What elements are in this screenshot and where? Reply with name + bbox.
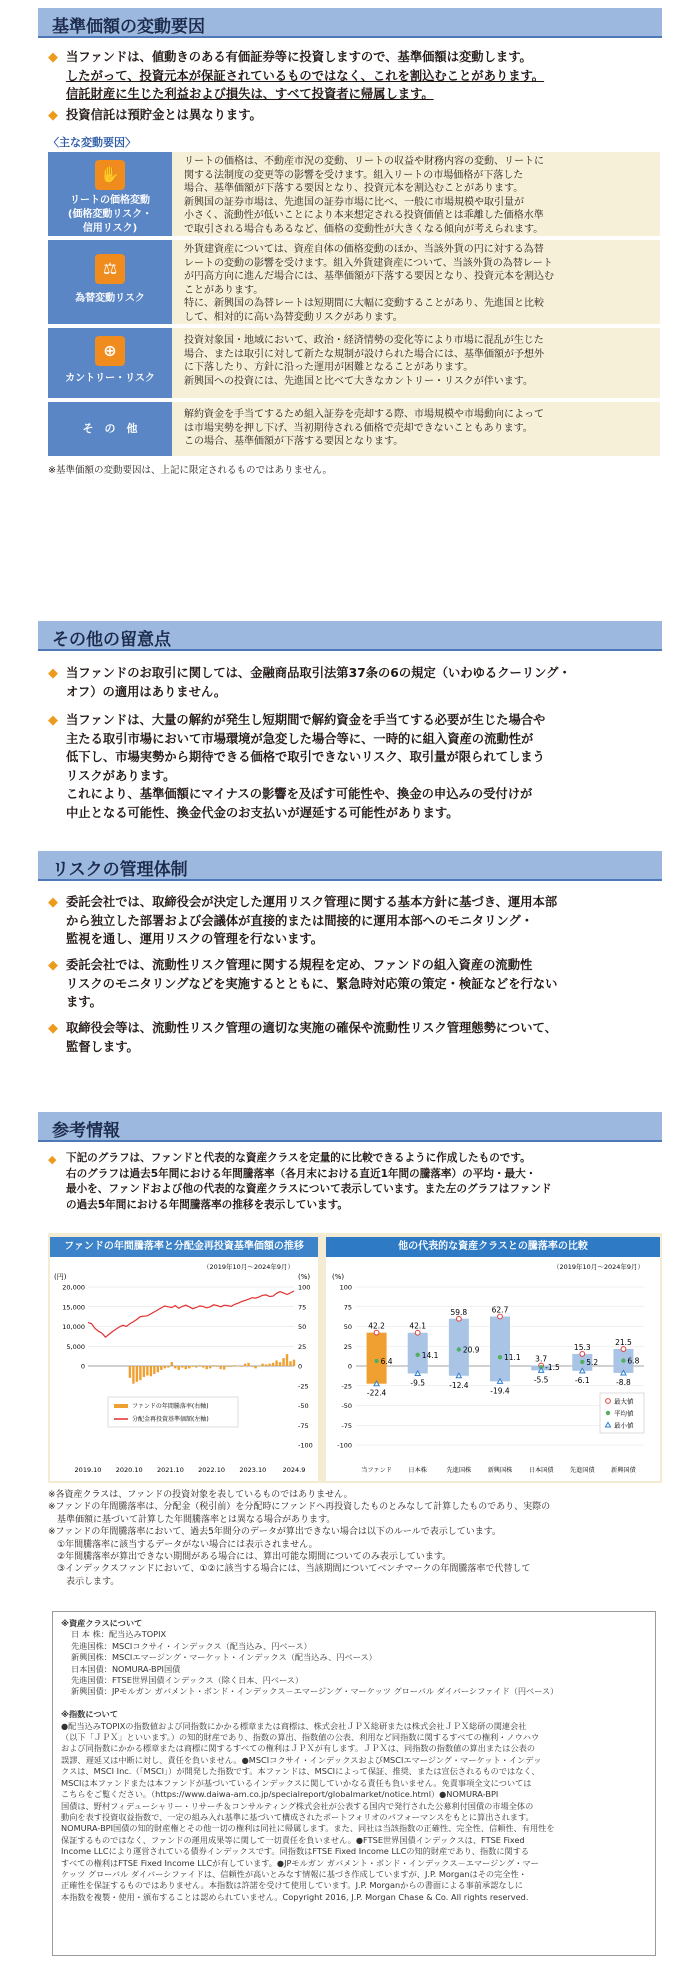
globe-icon: ⊕: [95, 336, 125, 366]
return-bar: [247, 1363, 249, 1366]
right-tick-label: 0: [298, 1362, 303, 1371]
y-tick-label: -50: [341, 1402, 352, 1410]
factor-row-fx: ⚖ 為替変動リスク 外貨建資産については、資産自体の価格変動のほか、当該外貨の円に対する為替 レートの変動の影響を受けます。組入外貨建資産について、当該外貨の為替レート が円高方向に進んだ場合には、基準価額が下落する要因となり、投資元本を割込む ことがあります。 特に、新興国の為替レートは短期間に大幅に変動することがあり、先進国と比較 して、相対的に高い為替変動リスクがあります。: [48, 240, 660, 324]
return-bar: [275, 1360, 277, 1366]
legend-label: 平均値: [614, 1409, 634, 1418]
max-label: 42.2: [368, 1321, 385, 1331]
return-bar: [164, 1366, 166, 1368]
y-tick-label: -100: [337, 1441, 352, 1450]
return-bar: [268, 1364, 270, 1366]
left-chart: [50, 1257, 318, 1481]
min-label: -9.5: [410, 1378, 426, 1388]
return-bar: [167, 1366, 169, 1368]
avg-marker: [374, 1359, 378, 1363]
min-label: -8.8: [616, 1377, 631, 1387]
category-label: 新興国株: [487, 1467, 513, 1474]
avg-label: 11.1: [504, 1353, 521, 1363]
bullet-risk-2: ◆ 委託会社では、流動性リスク管理に関する規程を定め、ファンドの組入資産の流動性 リスクのモニタリングなどを実施するとともに、緊急時対応策の策定・検証などを行ない ます。: [48, 958, 558, 1009]
return-bar: [192, 1366, 194, 1367]
right-tick-label: 100: [298, 1283, 311, 1292]
return-bar: [150, 1366, 152, 1376]
avg-marker: [498, 1355, 502, 1359]
max-label: 42.1: [409, 1321, 427, 1331]
return-bar: [195, 1366, 197, 1368]
max-marker: [456, 1316, 461, 1321]
avg-label: 6.4: [380, 1356, 393, 1366]
right-chart-period: （2019年10月～2024年9月）: [553, 1263, 644, 1271]
left-chart-title: ファンドの年間騰落率と分配金再投資基準価額の推移: [50, 1237, 318, 1257]
y-tick-label: 50: [343, 1323, 352, 1331]
disclaimer-line: 誤謬、遅延又は中断に対し、責任を負いません。●MSCIコクサイ・インデックスおよびMSCIエマージング・マーケット・インデッ: [61, 1754, 542, 1765]
index-disclaimer-box: [52, 1611, 656, 1956]
bullet-cooling-off: ◆ 当ファンドのお取引に関しては、金融商品取引法第37条の6の規定（いわゆるクーリング・ オフ）の適用はありません。: [48, 666, 571, 699]
disclaimer-line: 日本国債：NOMURA-BPI国債: [71, 1663, 181, 1674]
section-header-other-notes: その他の留意点: [38, 621, 662, 651]
return-bar: [185, 1366, 187, 1369]
factor-text: 投資対象国・地域において、政治・経済情勢の変化等により市場に混乱が生じた 場合、または取引に対して新たな規制が設けられた場合には、基準価額が予想外 に下落したり、方針に沿った運用が困難となることがあります。 新興国への投資には、先進国と比べて大きなカントリー・リスクが伴います。: [184, 335, 544, 387]
x-tick-label: 2019.10: [74, 1466, 102, 1474]
disclaimer-line: 日 本 株：配当込みTOPIX: [71, 1629, 167, 1640]
scale-icon: ⚖: [95, 254, 125, 284]
x-tick-label: 2023.10: [239, 1466, 267, 1474]
return-bar: [146, 1366, 148, 1375]
max-marker: [415, 1330, 420, 1335]
disclaimer-line: 先進国債：FTSE世界国債インデックス（除く日本、円ベース）: [71, 1675, 304, 1686]
bullet-risk-1: ◆ 委託会社では、取締役会が決定した運用リスク管理に関する基本方針に基づき、運用本部 から独立した部署および会議体が直接的または間接的に運用本部へのモニタリング・ 監視を通し、運用リスクの管理を行ないます。: [48, 895, 558, 946]
section-header-reference: 参考情報: [38, 1112, 662, 1142]
avg-label: 6.8: [627, 1356, 640, 1366]
axis-unit: (%): [332, 1273, 345, 1281]
left-tick-label: 0: [80, 1362, 85, 1371]
avg-marker: [580, 1360, 584, 1364]
return-bar: [136, 1366, 138, 1382]
y-tick-label: 0: [347, 1362, 352, 1371]
disclaimer-line: 先進国株：MSCIコクサイ・インデックス（配当込み、円ベース）: [71, 1640, 312, 1651]
return-bar: [139, 1366, 141, 1380]
min-label: -6.1: [574, 1375, 590, 1385]
avg-label: 14.1: [421, 1350, 439, 1360]
legend-label: 最小値: [614, 1421, 634, 1430]
category-label: 先進国債: [569, 1467, 595, 1474]
return-bar: [178, 1366, 180, 1370]
avg-label: -1.5: [545, 1363, 560, 1373]
disclaimer-line: 本指数を複製・使用・頒布することは認められていません。Copyright 2016, J.P. Morgan Chase & Co. All rights reserved.: [61, 1891, 529, 1902]
left-tick-label: 20,000: [62, 1283, 85, 1292]
max-marker: [374, 1330, 379, 1335]
chart-notes: ※各資産クラスは、ファンドの投資対象を表しているものではありません。 ※ファンドの年間騰落率は、分配金（税引前）を分配時にファンドへ再投資したものとみなして計算したものであり、実際の 基準価額に基づいて計算した年間騰落率とは異なる場合があります。 ※ファンドの年間騰落率において、過去5年間分のデータが算出できない場合は以下のルールで表示しています。 ①年間騰落率に該当するデータがない場合には表示されません。 ②年間騰落率が算出できない期間がある場合には、算出可能な期間についてのみ表示しています。 ③インデックスファンドにおいて、①②に該当する場合には、当該期間についてベンチマークの年間騰落率で代替して 表示します。: [48, 1490, 551, 1587]
factor-row-other: そ の 他 解約資金を手当てするため組入証券を売却する際、市場規模や市場動向によって は市場実勢を押し下げ、当初期待される価格で売却できないこともあります。 この場合、基準価額が下落する要因となります。: [48, 402, 660, 456]
disclaimer-line: ※指数について: [61, 1709, 118, 1720]
max-label: 15.3: [573, 1342, 591, 1352]
x-tick-label: 2024.9: [282, 1466, 306, 1474]
factor-text: 外貨建資産については、資産自体の価格変動のほか、当該外貨の円に対する為替 レートの変動の影響を受けます。組入外貨建資産について、当該外貨の為替レート が円高方向に進んだ場合には、基準価額が下落する要因となり、投資元本を割込む ことがあります。 特に、新興国の為替レートは短期間に大幅に変動することがあり、先進国と比較 して、相対的に高い為替変動リスクがあります。: [184, 244, 554, 323]
disclaimer-line: 動向を表す投資収益指数で、一定の組み入れ基準に基づいて構成されたポートフォリオのパフォーマンスをもとに算出されます。: [61, 1811, 534, 1822]
legend-label: 分配金再投資基準価額(左軸): [132, 1416, 209, 1423]
disclaimer-line: こちらをご覧ください。（https://www.daiwa-am.co.jp/specialreport/globalmarket/notice.html）●NOMURA-BPI: [61, 1789, 499, 1800]
bullet-liquidity: ◆ 当ファンドは、大量の解約が発生し短期間で解約資金を手当てする必要が生じた場合や 主たる取引市場において市場環境が急変した場合等に、一時的に組入資産の流動性が 低下し、市場実勢から期待できる価格で取引できないリスク、取引量が限られてしまう リスクがあります。 これにより、基準価額にマイナスの影響を及ぼす可能性や、換金の申込みの受付けが 中止となる可能性、換金代金のお支払いが遅延する可能性があります。: [48, 713, 546, 820]
disclaimer-line: Income LLCにより運営されている債券インデックスです。同指数はFTSE Fixed Income LLCの知的財産であり、指数に関する: [61, 1846, 530, 1857]
subheading-main-factors: 〈主な変動要因〉: [48, 136, 136, 149]
x-tick-label: 2021.10: [156, 1466, 184, 1474]
legend-avg-icon: [606, 1411, 610, 1415]
return-bar: [286, 1354, 288, 1366]
y-tick-label: 100: [339, 1283, 352, 1292]
return-bar: [223, 1366, 225, 1370]
disclaimer-line: すべての権利はFTSE Fixed Income LLCが有しています。●JPモルガン ガバメント・ボンド・インデックス－エマージング・マー: [61, 1857, 539, 1868]
left-tick-label: 5,000: [66, 1342, 85, 1351]
left-axis-unit: (円): [54, 1273, 67, 1281]
right-chart: [326, 1257, 660, 1481]
min-label: -22.4: [366, 1388, 387, 1398]
category-label: 当ファンド: [361, 1467, 392, 1474]
return-bar: [261, 1364, 263, 1366]
max-label: 3.7: [535, 1354, 548, 1364]
return-bar: [199, 1365, 201, 1366]
return-bar: [233, 1365, 235, 1366]
return-bar: [174, 1366, 176, 1368]
disclaimer-line: NOMURA-BPI国債の知的財産権とその他一切の権利は同社に帰属します。また、同社は当該指数の正確性、完全性、信頼性、有用性を: [61, 1823, 555, 1834]
avg-marker: [457, 1347, 461, 1351]
avg-marker: [416, 1353, 420, 1357]
right-tick-label: -50: [298, 1402, 309, 1410]
hand-icon: ✋: [95, 160, 125, 190]
disclaimer-line: [61, 1698, 647, 1709]
disclaimer-line: （以下「ＪＰＸ」といいます。）の知的財産であり、指数の算出、指数値の公表、利用など同指数に関するすべての権利・ノウハウ: [61, 1732, 540, 1743]
right-tick-label: -25: [298, 1382, 309, 1391]
avg-label: 20.9: [462, 1345, 480, 1355]
factor-text: リートの価格は、不動産市況の変動、リートの収益や財務内容の変動、リートに 関する法制度の変更等の影響を受けます。組入リートの市場価格が下落した 場合、基準価額が下落する要因となり、投資元本を割込むことがあります。 新興国の証券市場は、先進国の証券市場に比べ、一般に市場規模や取引量が 小さく、流動性が低いことにより本来想定される投資価値とは乖離した価格水準 で取引される場合もあるなど、価格の変動性が大きくなる傾向が考えられます。: [184, 156, 544, 235]
section-header-risk-management: リスクの管理体制: [38, 851, 662, 881]
right-tick-label: -75: [298, 1421, 309, 1430]
bullet-risk-3: ◆ 取締役会等は、流動性リスク管理の適切な実施の確保や流動性リスク管理態勢について、 監督します。: [48, 1021, 557, 1054]
y-tick-label: 25: [343, 1342, 352, 1351]
return-bar: [216, 1366, 218, 1367]
category-label: 先進国株: [446, 1467, 472, 1474]
nav-line: [88, 1291, 294, 1337]
disclaimer-line: 国債は、野村フィデューシャリー・リサーチ＆コンサルティング株式会社が公表する国内で発行された公募利付国債の市場全体の: [61, 1800, 534, 1811]
return-bar: [160, 1366, 162, 1370]
disclaimer-line: 正確性を保証するものではありません。本指数は許諾を受けて使用しています。J.P. Morganからの書面による事前承認なしに: [61, 1880, 523, 1891]
return-bar: [209, 1366, 211, 1368]
max-marker: [621, 1347, 626, 1352]
return-bar: [293, 1360, 295, 1366]
return-bar: [206, 1366, 208, 1369]
avg-label: 5.2: [586, 1357, 599, 1367]
y-tick-label: -25: [341, 1382, 352, 1391]
category-label: 日本株: [408, 1467, 427, 1474]
max-marker: [580, 1352, 585, 1357]
return-bar: [265, 1364, 267, 1366]
left-chart-panel: [50, 1237, 318, 1481]
category-label: 日本国債: [528, 1467, 554, 1474]
return-bar: [289, 1361, 291, 1366]
disclaimer-line: 新興国債：JPモルガン ガバメント・ボンド・インデックス－エマージング・マーケッツ グローバル ダイバーシファイド（円ベース）: [71, 1686, 559, 1697]
right-tick-label: 75: [298, 1303, 307, 1312]
return-bar: [188, 1366, 190, 1368]
return-bar: [279, 1362, 281, 1366]
return-bar: [219, 1366, 221, 1369]
right-chart-title: 他の代表的な資産クラスとの騰落率の比較: [326, 1237, 660, 1257]
max-label: 21.5: [615, 1338, 632, 1348]
return-bar: [157, 1366, 159, 1372]
disclaimer-line: および同指数にかかる標章または商標に関するすべての権利はＪＰＸが有します。ＪＰＸは、同指数の指数値の算出または公表の: [61, 1743, 536, 1754]
legend-label: 最大値: [614, 1397, 634, 1406]
range-bar: [490, 1316, 510, 1381]
return-bar: [153, 1366, 155, 1374]
category-label: 新興国債: [611, 1467, 636, 1474]
min-label: -19.4: [490, 1386, 510, 1396]
y-tick-label: 75: [343, 1303, 352, 1312]
return-bar: [171, 1362, 173, 1366]
return-bar: [143, 1366, 145, 1377]
legend-swatch-return: [114, 1404, 128, 1408]
return-bar: [230, 1366, 232, 1367]
return-bar: [212, 1365, 214, 1366]
return-bar: [251, 1366, 253, 1367]
return-bar: [202, 1366, 204, 1368]
return-bar: [237, 1366, 239, 1367]
return-bar: [181, 1366, 183, 1368]
return-bar: [132, 1366, 134, 1384]
section-header-volatility: 基準価額の変動要因: [38, 8, 662, 38]
disclaimer-line: クスは、MSCI Inc.（「MSCI」）が開発した指数です。本ファンドは、MSCIによって保証、推奨、または宣伝されるものではなく、: [61, 1766, 540, 1777]
disclaimer-line: ●配当込みTOPIXの指数値および同指数にかかる標章または商標は、株式会社ＪＰＸ総研または株式会社ＪＰＸ総研の関連会社: [61, 1720, 527, 1731]
right-tick-label: 25: [298, 1342, 307, 1351]
factor-row-reit: ✋ リートの価格変動 (価格変動リスク・ 信用リスク) リートの価格は、不動産市況の変動、リートの収益や財務内容の変動、リートに 関する法制度の変更等の影響を受けます。組入リートの市場価格が下落した 場合、基準価額が下落する要因となり、投資元本を割込むことがあります。 新興国の証券市場は、先進国の証券市場に比べ、一般に市場規模や取引量が 小さく、流動性が低いことにより本来想定される投資価値とは乖離した価格水準 で取引される場合もあるなど、価格の変動性が大きくなる傾向が考えられます。: [48, 152, 660, 236]
return-bar: [244, 1364, 246, 1366]
right-chart-panel: [326, 1237, 660, 1481]
left-chart-period: （2019年10月～2024年9月）: [203, 1263, 294, 1271]
return-bar: [258, 1366, 260, 1367]
x-tick-label: 2022.10: [198, 1466, 226, 1474]
y-tick-label: -75: [341, 1421, 352, 1430]
bullet-volatility-1: ◆ 当ファンドは、値動きのある有価証券等に投資しますので、基準価額は変動します。 したがって、投資元本が保証されているものではなく、これを割込むことがあります。 信託財産に生じた利益および損失は、すべて投資者に帰属します。: [48, 50, 545, 101]
left-tick-label: 10,000: [62, 1323, 85, 1331]
disclaimer-line: 新興国株：MSCIエマージング・マーケット・インデックス（配当込み、円ベース）: [71, 1652, 377, 1663]
max-marker: [498, 1314, 503, 1319]
reference-intro: ◆ 下記のグラフは、ファンドと代表的な資産クラスを定量的に比較できるように作成したものです。 右のグラフは過去5年間における年間騰落率（各月末における直近1年間の騰落率）の平均・最大・ 最小を、ファンドおよび他の代表的な資産クラスについて表示しています。また左のグラフはファンド の過去5年間における年間騰落率の推移を表示しています。: [48, 1152, 552, 1211]
disclaimer-line: ケッツ グローバル ダイバーシファイドは、信頼性が高いとみなす情報に基づき作成していますが、J.P. Morganはその完全性・: [61, 1868, 527, 1879]
min-label: -5.5: [533, 1375, 549, 1385]
disclaimer-line: 保証するものではなく、ファンドの運用成果等に関して一切責任を負いません。●FTSE世界国債インデックスは、FTSE Fixed: [61, 1834, 525, 1845]
factor-row-country: ⊕ カントリー・リスク 投資対象国・地域において、政治・経済情勢の変化等により市場に混乱が生じた 場合、または取引に対して新たな規制が設けられた場合には、基準価額が予想外 に下落したり、方針に沿った運用が困難となることがあります。 新興国への投資には、先進国と比べて大きなカントリー・リスクが伴います。: [48, 328, 660, 398]
return-bar: [282, 1358, 284, 1366]
avg-marker: [621, 1358, 625, 1362]
return-bar: [129, 1366, 131, 1378]
legend-label: ファンドの年間騰落率(右軸): [132, 1403, 209, 1410]
factor-text: 解約資金を手当てするため組入証券を売却する際、市場規模や市場動向によって は市場実勢を押し下げ、当初期待される価格で売却できないこともあります。 この場合、基準価額が下落する要因となります。: [184, 409, 544, 448]
right-tick-label: 50: [298, 1323, 307, 1331]
return-bar: [226, 1366, 228, 1367]
max-label: 62.7: [491, 1305, 509, 1315]
right-tick-label: -100: [298, 1441, 313, 1450]
min-label: -12.4: [449, 1380, 469, 1390]
x-tick-label: 2020.10: [115, 1466, 143, 1474]
return-bar: [254, 1366, 256, 1368]
bullet-volatility-2: ◆ 投資信託は預貯金とは異なります。: [48, 108, 262, 123]
disclaimer-line: MSCIは本ファンドまたは本ファンドが基づいているインデックスに関していかなる責任も負いません。免責事項全文については: [61, 1777, 532, 1788]
right-axis-unit: (%): [298, 1273, 311, 1281]
max-label: 59.8: [450, 1307, 468, 1317]
return-bar: [240, 1366, 242, 1367]
return-bar: [272, 1363, 274, 1366]
legend-max-icon: [606, 1399, 611, 1404]
disclaimer-line: ※資産クラスについて: [61, 1618, 143, 1628]
volatility-footnote: ※基準価額の変動要因は、上記に限定されるものではありません。: [48, 465, 333, 476]
left-tick-label: 15,000: [62, 1303, 85, 1312]
